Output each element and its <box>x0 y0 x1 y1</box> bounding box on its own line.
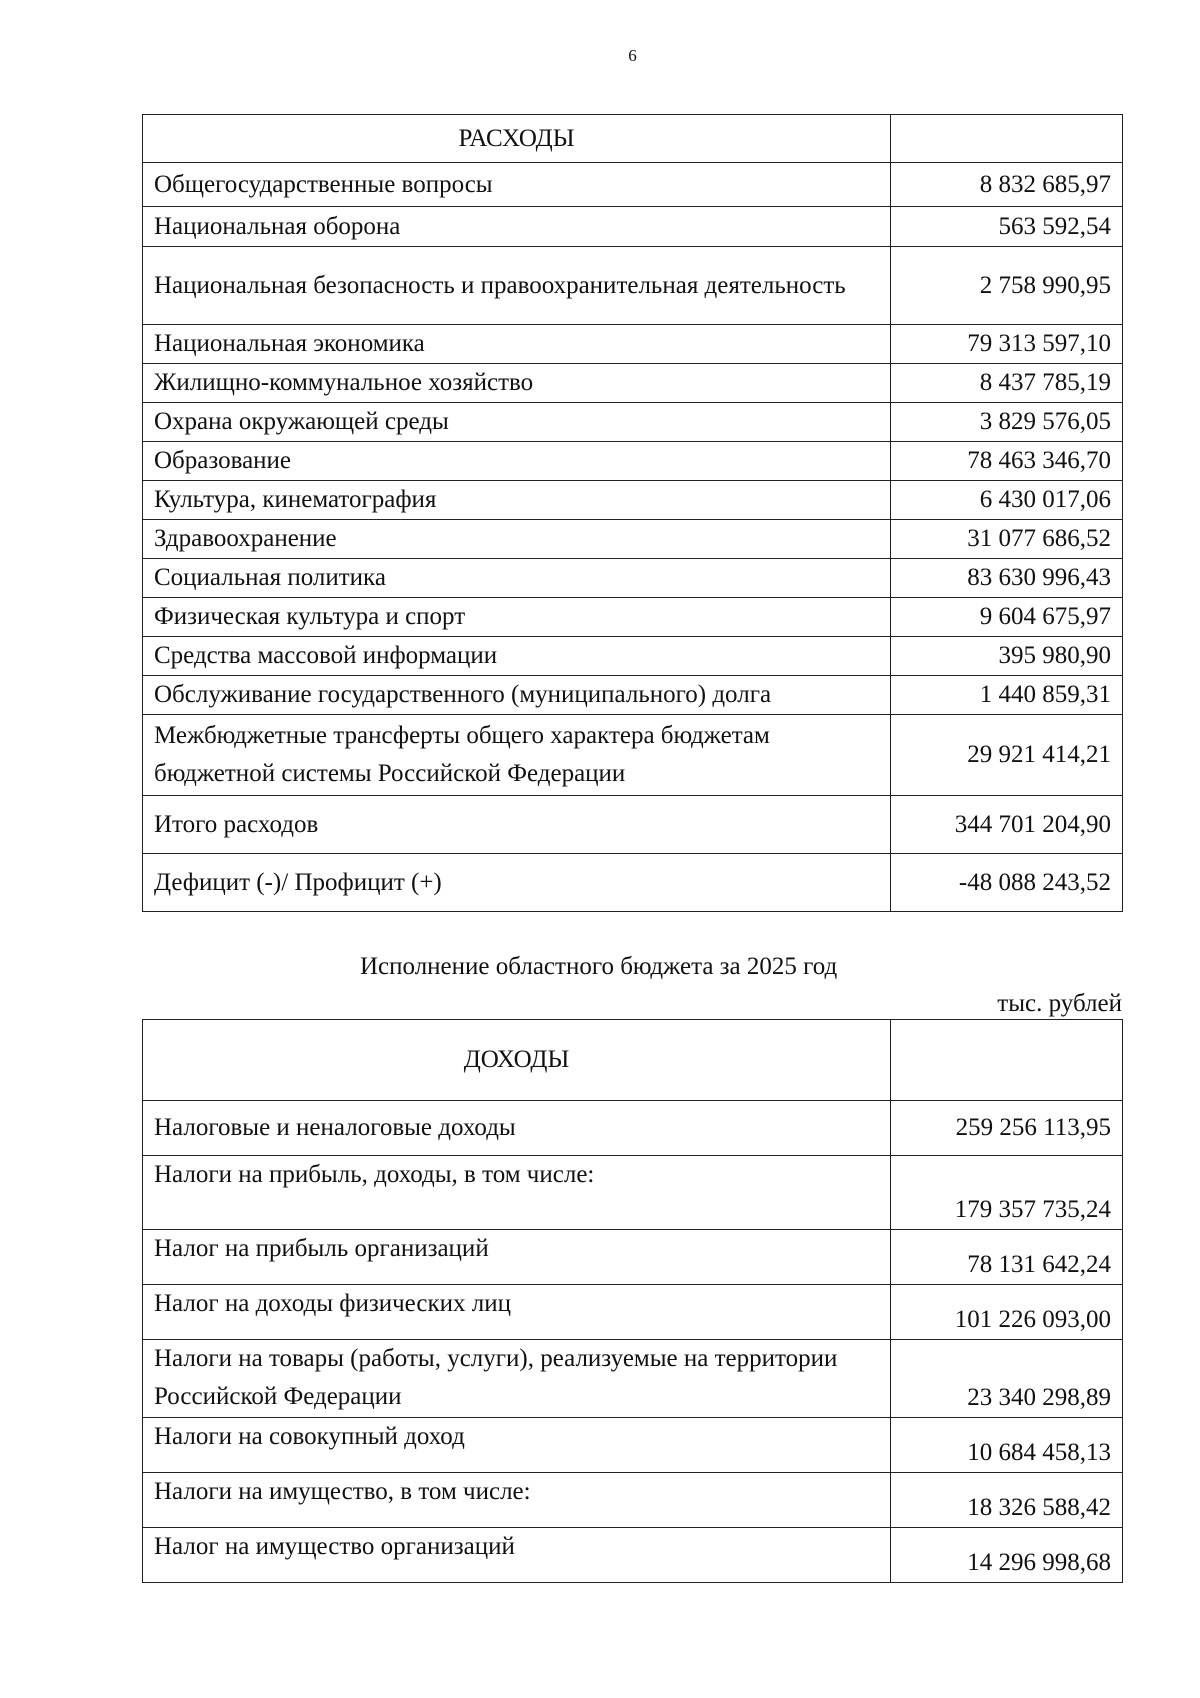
row-value: 1 440 859,31 <box>891 676 1123 715</box>
row-label: Межбюджетные трансферты общего характера бюджетам бюджетной системы Российской Федерации <box>143 715 891 796</box>
row-value: 179 357 735,24 <box>891 1156 1123 1230</box>
table-row <box>143 676 1123 715</box>
row-label: Дефицит (-)/ Профицит (+) <box>143 854 891 912</box>
table-row <box>143 1101 1123 1156</box>
row-label: Средства массовой информации <box>143 637 891 676</box>
row-label: Налог на доходы физических лиц <box>143 1285 891 1340</box>
row-label: Налоговые и неналоговые доходы <box>143 1101 891 1156</box>
table-header-row <box>143 1020 1123 1101</box>
row-value: 395 980,90 <box>891 637 1123 676</box>
row-label: Охрана окружающей среды <box>143 403 891 442</box>
table-row <box>143 481 1123 520</box>
table-row <box>143 1528 1123 1583</box>
table-header-row <box>143 115 1123 163</box>
income-table <box>142 1019 1123 1583</box>
table-row <box>143 1156 1123 1230</box>
row-label: Социальная политика <box>143 559 891 598</box>
table-row <box>143 364 1123 403</box>
row-value: 563 592,54 <box>891 207 1123 247</box>
income-caption: Исполнение областного бюджета за 2025 год <box>360 953 838 980</box>
table-row <box>143 403 1123 442</box>
table-row <box>143 247 1123 325</box>
row-value: 31 077 686,52 <box>891 520 1123 559</box>
table-row <box>143 559 1123 598</box>
row-label: Культура, кинематография <box>143 481 891 520</box>
row-value: 2 758 990,95 <box>891 247 1123 325</box>
row-value: 101 226 093,00 <box>891 1285 1123 1340</box>
row-value: 83 630 996,43 <box>891 559 1123 598</box>
row-label: Налоги на товары (работы, услуги), реализуемые на территории Российской Федерации <box>143 1340 891 1418</box>
table-row <box>143 637 1123 676</box>
row-label: Обслуживание государственного (муниципального) долга <box>143 676 891 715</box>
row-label: Итого расходов <box>143 796 891 854</box>
row-label: Налог на имущество организаций <box>143 1528 891 1583</box>
row-value: 18 326 588,42 <box>891 1473 1123 1528</box>
row-value: 344 701 204,90 <box>891 796 1123 854</box>
table-row <box>143 520 1123 559</box>
row-label: Здравоохранение <box>143 520 891 559</box>
table-row <box>143 325 1123 364</box>
row-value: 6 430 017,06 <box>891 481 1123 520</box>
row-value: 8 437 785,19 <box>891 364 1123 403</box>
table-row <box>143 598 1123 637</box>
income-header: ДОХОДЫ <box>143 1020 891 1101</box>
table-row-total <box>143 796 1123 854</box>
row-value: -48 088 243,52 <box>891 854 1123 912</box>
row-label: Налог на прибыль организаций <box>143 1230 891 1285</box>
page-number: 6 <box>628 46 637 65</box>
row-label: Образование <box>143 442 891 481</box>
row-value: 14 296 998,68 <box>891 1528 1123 1583</box>
row-label: Физическая культура и спорт <box>143 598 891 637</box>
row-value: 29 921 414,21 <box>891 715 1123 796</box>
row-value: 78 463 346,70 <box>891 442 1123 481</box>
row-value: 8 832 685,97 <box>891 163 1123 207</box>
row-label: Национальная безопасность и правоохранительная деятельность <box>143 247 891 325</box>
table-row <box>143 1340 1123 1418</box>
row-value: 10 684 458,13 <box>891 1418 1123 1473</box>
units-label: тыс. рублей <box>997 990 1122 1017</box>
table-row <box>143 1230 1123 1285</box>
table-row <box>143 163 1123 207</box>
expenses-table <box>142 114 1123 912</box>
row-label: Налоги на имущество, в том числе: <box>143 1473 891 1528</box>
row-value: 79 313 597,10 <box>891 325 1123 364</box>
table-row-balance <box>143 854 1123 912</box>
row-value: 23 340 298,89 <box>891 1340 1123 1418</box>
table-row <box>143 442 1123 481</box>
row-label: Жилищно-коммунальное хозяйство <box>143 364 891 403</box>
row-value: 78 131 642,24 <box>891 1230 1123 1285</box>
table-row <box>143 1285 1123 1340</box>
row-label: Налоги на прибыль, доходы, в том числе: <box>143 1156 891 1230</box>
row-value: 259 256 113,95 <box>891 1101 1123 1156</box>
row-value: 3 829 576,05 <box>891 403 1123 442</box>
row-label: Национальная оборона <box>143 207 891 247</box>
row-value: 9 604 675,97 <box>891 598 1123 637</box>
row-label: Общегосударственные вопросы <box>143 163 891 207</box>
table-row <box>143 207 1123 247</box>
row-label: Национальная экономика <box>143 325 891 364</box>
table-row <box>143 1418 1123 1473</box>
table-row <box>143 1473 1123 1528</box>
expenses-header: РАСХОДЫ <box>143 115 891 163</box>
table-row <box>143 715 1123 796</box>
row-label: Налоги на совокупный доход <box>143 1418 891 1473</box>
